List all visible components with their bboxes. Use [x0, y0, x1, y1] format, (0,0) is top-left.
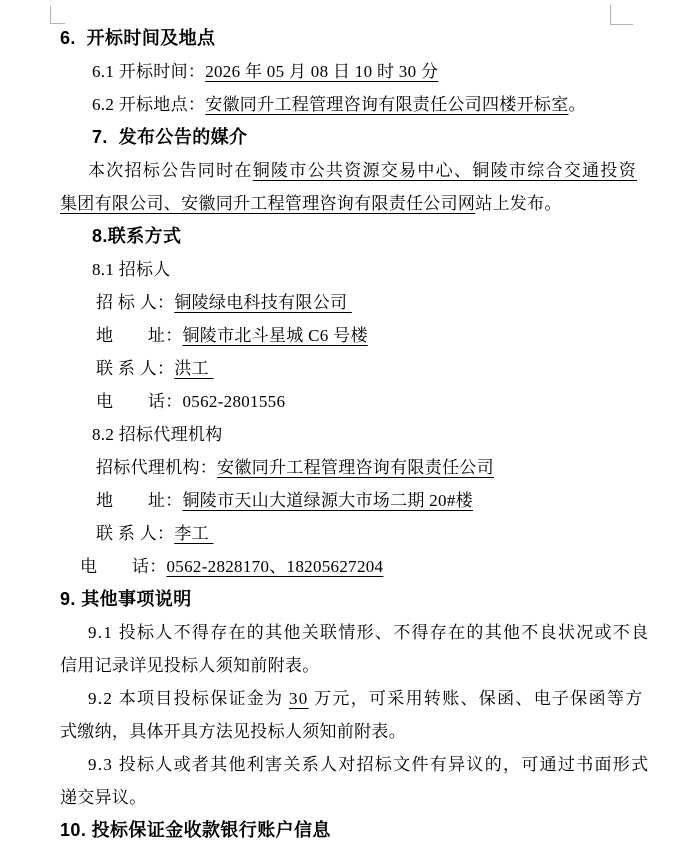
doc-heading	[60, 22, 627, 55]
text-run: 信用记录详见投标人须知前附表。	[60, 656, 320, 675]
doc-heading	[60, 220, 627, 253]
doc-line	[60, 715, 627, 748]
doc-line	[60, 418, 627, 451]
doc-heading	[60, 583, 627, 616]
underlined-text: 李工	[174, 524, 214, 543]
text-run: 电 话：	[80, 557, 167, 576]
doc-line	[60, 682, 644, 715]
text-run: 8.联系方式	[92, 226, 182, 246]
underlined-text: 30	[288, 689, 309, 708]
underlined-text: 安徽同升工程管理咨询有限责任公司	[217, 458, 494, 477]
doc-line	[60, 616, 650, 649]
text-run: 地 址：	[96, 491, 183, 510]
underlined-text: 2026 年 05 月 08 日 10 时 30 分	[205, 62, 439, 81]
text-run: 电 话：0562-2801556	[96, 392, 286, 411]
underlined-text: 安徽同升工程管理咨询有限责任公司四楼开标室	[205, 95, 569, 114]
underlined-text: 0562-2828170、18205627204	[166, 557, 384, 576]
doc-line	[60, 385, 627, 418]
margin-corner-mark-top-right	[610, 5, 633, 25]
text-run: 6.2 开标地点：	[92, 95, 206, 114]
text-run: 本次招标公告同时在	[88, 161, 253, 180]
text-run: 地 址：	[96, 326, 183, 345]
underlined-text: 铜陵市天山大道绿源大市场二期 20#楼	[182, 491, 473, 510]
text-run: 9.3 投标人或者其他利害关系人对招标文件有异议的，可通过书面形式	[88, 755, 650, 774]
text-run: 式缴纳，具体开具方法见投标人须知前附表。	[60, 722, 406, 741]
underlined-text: 集团有限公司、安徽同升工程管理咨询有限责任公司网	[60, 194, 476, 213]
text-run: 联 系 人：	[96, 524, 175, 543]
doc-line	[60, 286, 627, 319]
doc-line	[60, 748, 650, 781]
doc-line	[60, 451, 627, 484]
doc-line	[60, 55, 627, 88]
text-run: 6. 开标时间及地点	[60, 28, 216, 48]
underlined-text: 洪工	[174, 359, 214, 378]
doc-line	[60, 88, 627, 121]
text-run: 10. 投标保证金收款银行账户信息	[60, 820, 331, 840]
text-run: 。	[568, 95, 586, 114]
underlined-text: 铜陵市北斗星城 C6 号楼	[182, 326, 368, 345]
text-run: 9. 其他事项说明	[60, 589, 192, 609]
underlined-text: 铜陵市公共资源交易中心、铜陵市综合交通投资	[252, 161, 638, 180]
doc-line	[60, 484, 627, 517]
doc-line	[60, 319, 627, 352]
text-run: 6.1 开标时间：	[92, 62, 206, 81]
doc-line	[60, 187, 627, 220]
text-run: 联 系 人：	[96, 359, 175, 378]
doc-line	[60, 517, 627, 550]
text-run: 招标代理机构：	[96, 458, 218, 477]
text-run: 9.2 本项目投标保证金为	[88, 689, 289, 708]
doc-line	[60, 781, 627, 814]
text-run: 8.2 招标代理机构	[92, 425, 223, 444]
underlined-text: 铜陵绿电科技有限公司	[174, 293, 352, 312]
text-run: 招 标 人：	[96, 293, 175, 312]
text-run: 站上发布。	[475, 194, 562, 213]
text-run: 万元，可采用转账、保函、电子保函等方	[308, 689, 644, 708]
doc-heading	[60, 814, 627, 847]
text-run: 9.1 投标人不得存在的其他关联情形、不得存在的其他不良状况或不良	[88, 623, 650, 642]
doc-line	[60, 253, 627, 286]
margin-corner-mark-top-left	[50, 6, 65, 24]
doc-heading	[60, 121, 627, 154]
doc-line	[60, 352, 627, 385]
text-run: 7. 发布公告的媒介	[92, 127, 248, 147]
doc-line	[60, 154, 638, 187]
text-run: 递交异议。	[60, 788, 147, 807]
text-run: 8.1 招标人	[92, 260, 171, 279]
doc-line	[60, 649, 627, 682]
doc-line	[60, 550, 627, 583]
